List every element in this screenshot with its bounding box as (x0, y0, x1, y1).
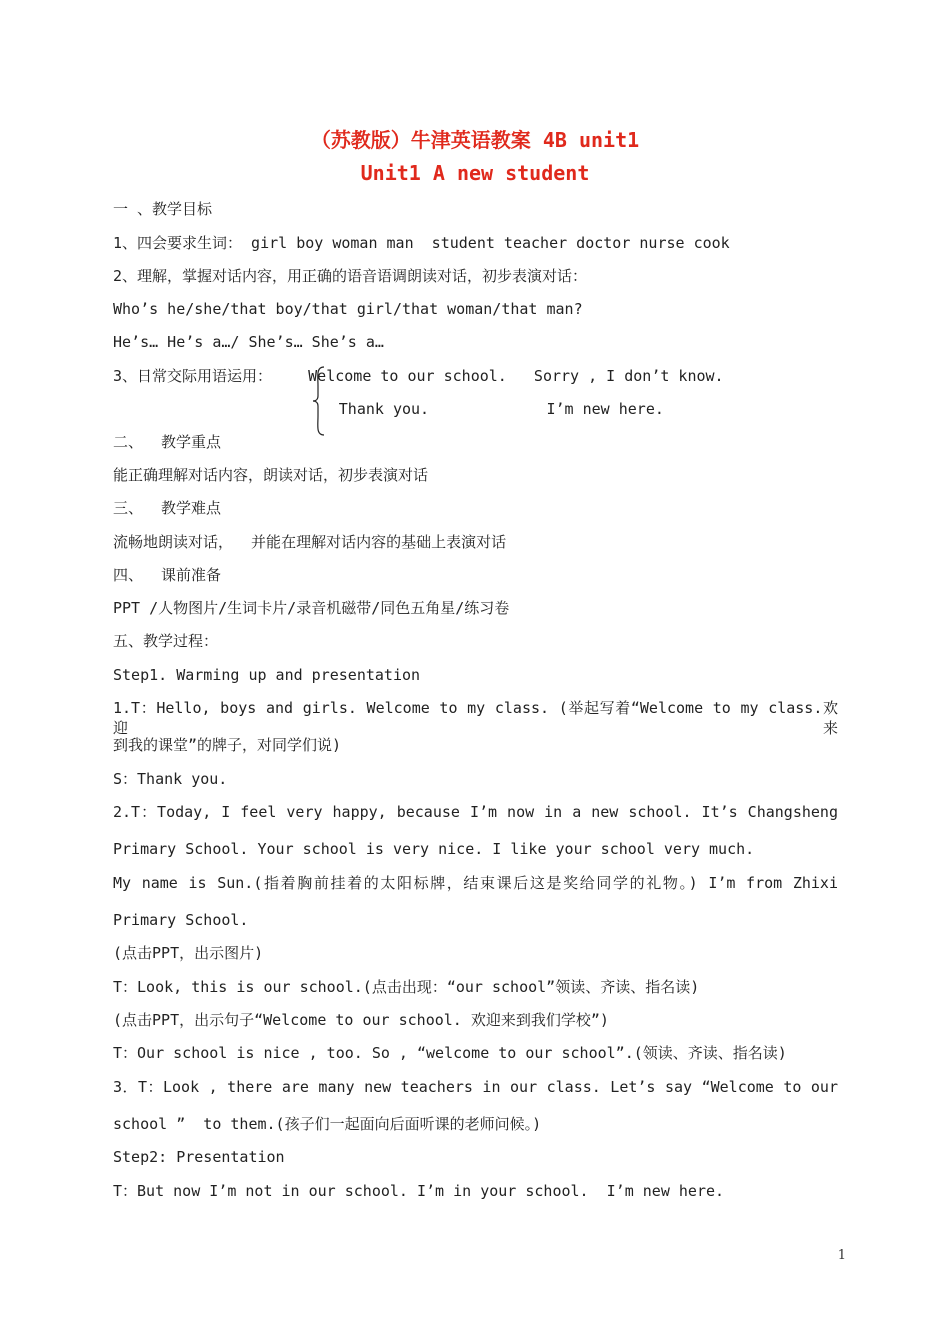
section-heading: 一 、教学目标 (113, 200, 213, 218)
text-line: school ” to them.(孩子们一起面向后面听课的老师问候。) (113, 1115, 542, 1133)
text-line: 1、四会要求生词： girl boy woman man student teacher doctor nurse cook (113, 234, 730, 252)
text-line: T：Our school is nice , too. So , “welcome to our school”.(领读、齐读、指名读) (113, 1044, 787, 1062)
section-heading: 五、教学过程： (113, 632, 219, 650)
text-line: 3．T：Look , there are many new teachers in our class. Let’s say “Welcome to our (113, 1078, 838, 1096)
document-subtitle: Unit1 A new student (360, 161, 590, 185)
text-line: 2.T：Today, I feel very happy, because I’m now in a new school. It’s Changsheng (113, 803, 838, 821)
curly-brace-icon (312, 366, 326, 436)
text-line: Step1. Warming up and presentation (113, 666, 421, 684)
text-line: Thank you. I’m new here. (113, 400, 664, 418)
page-number: 1 (837, 1248, 846, 1263)
text-line: (点击PPT，出示句子“Welcome to our school. 欢迎来到我们学校”) (113, 1011, 609, 1029)
section-heading: 三、 教学难点 (113, 499, 222, 517)
text-line: He’s… He’s a…/ She’s… She’s a… (113, 333, 384, 351)
text-line: Step2: Presentation (113, 1148, 285, 1166)
document-title: （苏教版）牛津英语教案 4B unit1 (310, 128, 640, 152)
text-line: Primary School. (113, 911, 249, 929)
text-line: (点击PPT，出示图片) (113, 944, 264, 962)
text-line: T：Look, this is our school.(点击出现：“our school”领读、齐读、指名读) (113, 978, 700, 996)
text-line: Primary School. Your school is very nice. I like your school very much. (113, 840, 755, 858)
section-heading: 二、 教学重点 (113, 433, 222, 451)
section-heading: 四、 课前准备 (113, 566, 222, 584)
text-line: T：But now I’m not in our school. I’m in your school. I’m new here. (113, 1182, 725, 1200)
text-line: 到我的课堂”的牌子，对同学们说) (113, 736, 342, 754)
text-line: My name is Sun.(指着胸前挂着的太阳标牌，结束课后这是奖给同学的礼物。) I’m from Zhixi (113, 874, 838, 892)
text-line: Who’s he/she/that boy/that girl/that woman/that man? (113, 300, 583, 318)
text-line: 2、理解，掌握对话内容，用正确的语音语调朗读对话，初步表演对话： (113, 267, 588, 285)
text-line: S：Thank you. (113, 770, 228, 788)
text-line: PPT /人物图片/生词卡片/录音机磁带/同色五角星/练习卷 (113, 599, 510, 617)
text-line: 流畅地朗读对话， 并能在理解对话内容的基础上表演对话 (113, 533, 507, 551)
text-line: 3、日常交际用语运用： Welcome to our school. Sorry , I don’t know. (113, 367, 724, 385)
text-line: 能正确理解对话内容，朗读对话，初步表演对话 (113, 466, 429, 484)
text-line: 1.T：Hello, boys and girls. Welcome to my class. (举起写着“Welcome to my class.欢迎来 (113, 699, 838, 737)
